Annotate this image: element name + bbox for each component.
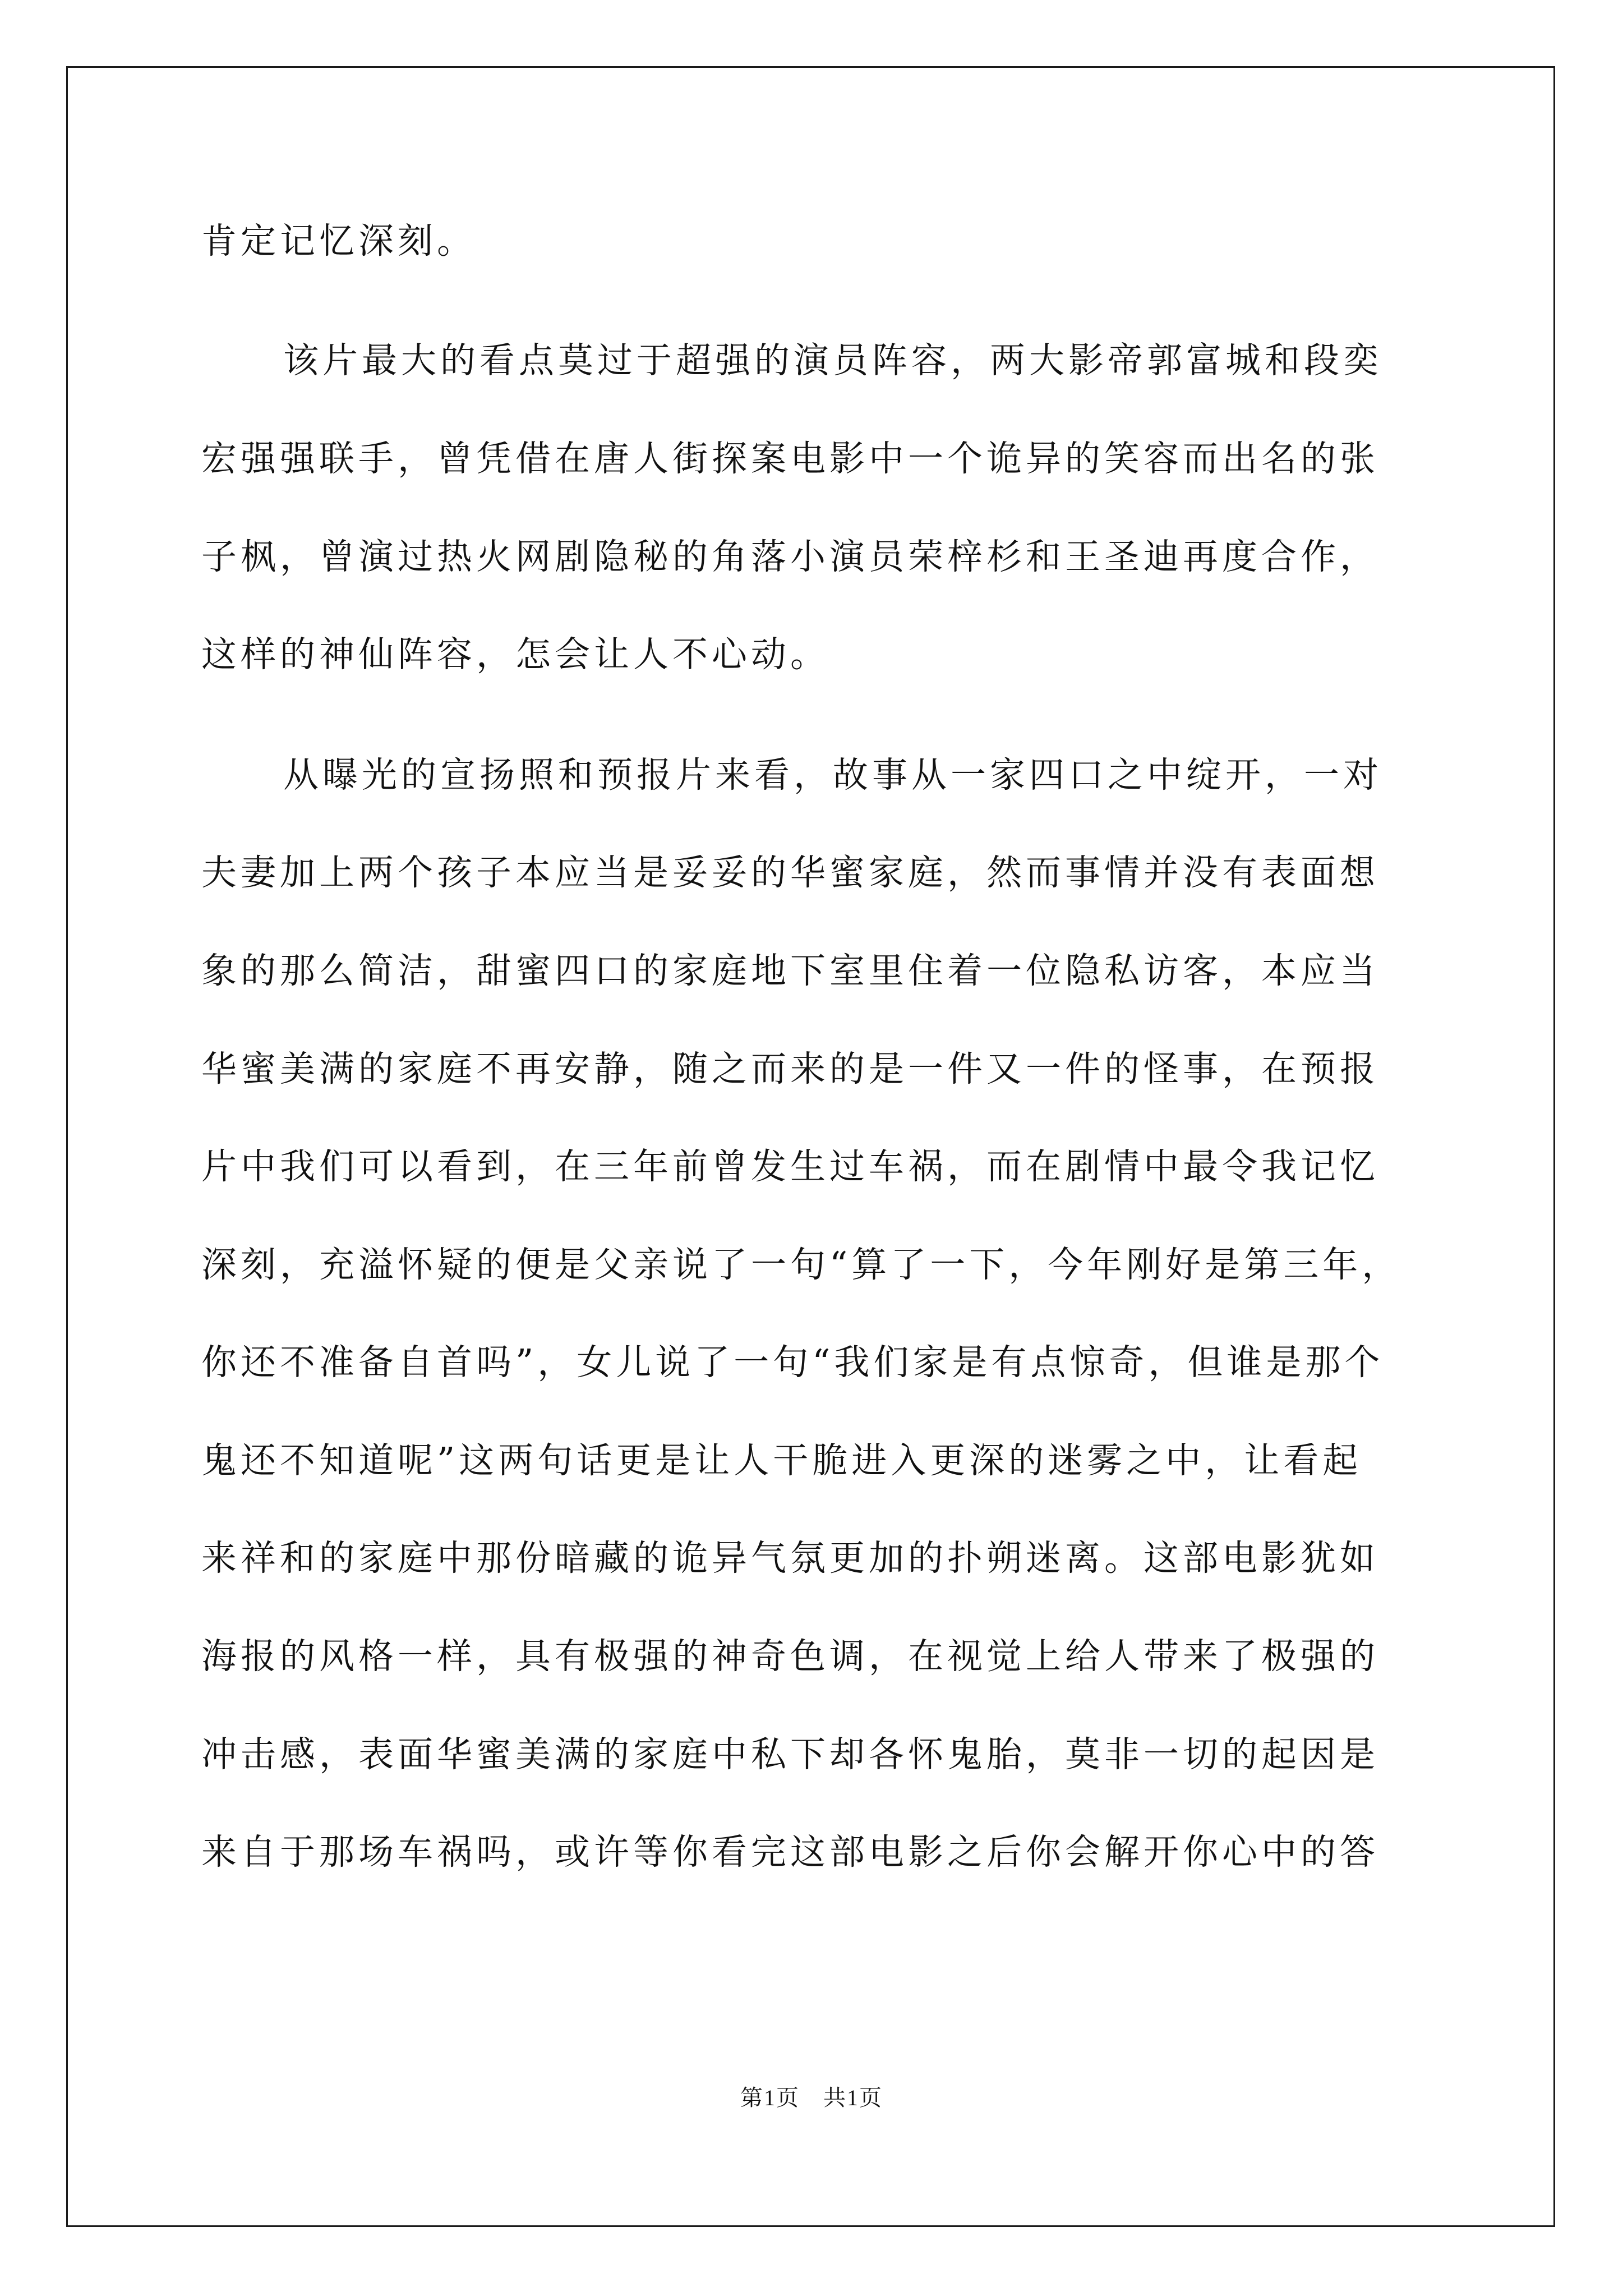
paragraph-line: 华蜜美满的家庭不再安静，随之而来的是一件又一件的怪事，在预报	[201, 1048, 1379, 1089]
paragraph-line: 该片最大的看点莫过于超强的演员阵容，两大影帝郭富城和段奕	[283, 340, 1382, 381]
paragraph-line: 鬼还不知道呢”这两句话更是让人干脆进入更深的迷雾之中，让看起	[201, 1440, 1362, 1481]
page-number: 第1页 共1页	[740, 2085, 883, 2110]
paragraph-line: 象的那么简洁，甜蜜四口的家庭地下室里住着一位隐私访客，本应当	[201, 950, 1379, 991]
paragraph-line: 片中我们可以看到，在三年前曾发生过车祸，而在剧情中最令我记忆	[201, 1146, 1379, 1187]
paragraph-line: 深刻，充溢怀疑的便是父亲说了一句“算了一下，今年刚好是第三年，	[201, 1244, 1401, 1285]
paragraph-line: 你还不准备自首吗”，女儿说了一句“我们家是有点惊奇，但谁是那个	[201, 1342, 1384, 1383]
paragraph-line: 宏强强联手，曾凭借在唐人街探案电影中一个诡异的笑容而出名的张	[201, 438, 1379, 479]
paragraph-line: 从曝光的宣扬照和预报片来看，故事从一家四口之中绽开，一对	[283, 754, 1382, 795]
paragraph-line: 来祥和的家庭中那份暗藏的诡异气氛更加的扑朔迷离。这部电影犹如	[201, 1538, 1379, 1579]
paragraph-line: 夫妻加上两个孩子本应当是妥妥的华蜜家庭，然而事情并没有表面想	[201, 852, 1379, 893]
paragraph-line: 这样的神仙阵容，怎会让人不心动。	[201, 634, 829, 675]
paragraph-line: 肯定记忆深刻。	[201, 220, 476, 261]
paragraph-line: 冲击感，表面华蜜美满的家庭中私下却各怀鬼胎，莫非一切的起因是	[201, 1734, 1379, 1775]
paragraph-line: 来自于那场车祸吗，或许等你看完这部电影之后你会解开你心中的答	[201, 1832, 1379, 1872]
paragraph-line: 海报的风格一样，具有极强的神奇色调，在视觉上给人带来了极强的	[201, 1636, 1379, 1677]
paragraph-line: 子枫，曾演过热火网剧隐秘的角落小演员荣梓杉和王圣迪再度合作，	[201, 536, 1379, 577]
